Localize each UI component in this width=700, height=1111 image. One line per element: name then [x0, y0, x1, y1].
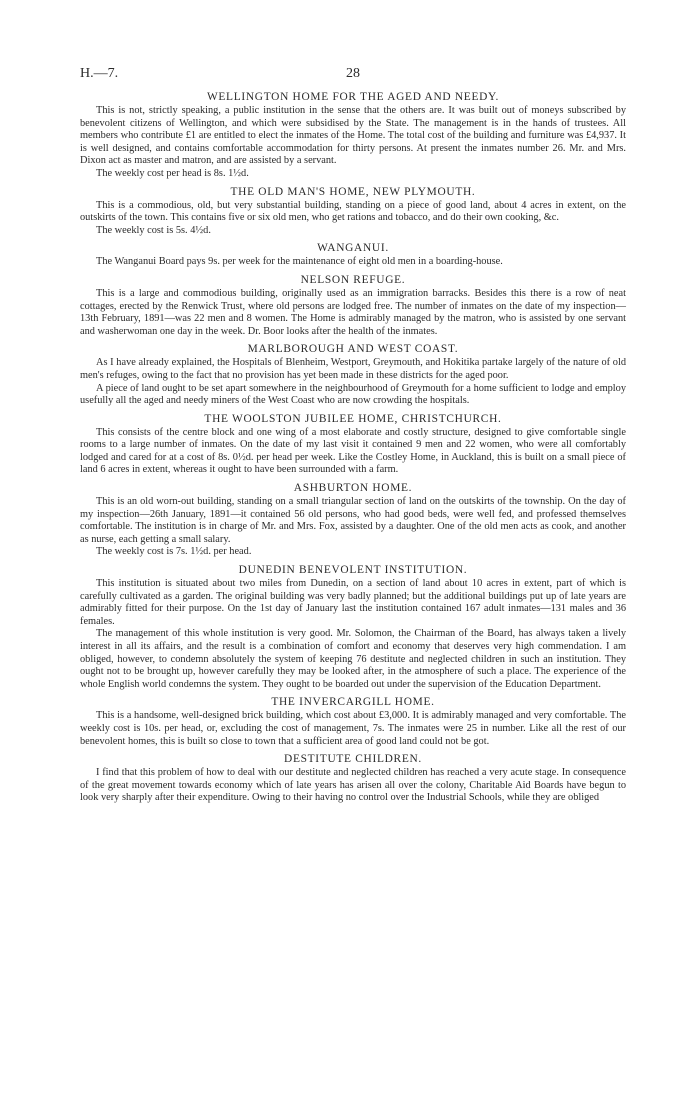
- paragraph: This is a large and commodious building, originally used as an immigration barracks. Besides this there is a row of neat cottages, erected by the Renwick Trust, where old persons are lodged free. The number of inmates on the date of my inspection—13th February, 1891—was 22 men and 8 women. The Home is admirably managed by the matron, who is assisted by one servant and washerwoman one day in the week. Dr. Boor looks after the health of the inmates.: [80, 287, 626, 337]
- paragraph: This institution is situated about two miles from Dunedin, on a section of land about 10 acres in extent, part of which is carefully cultivated as a garden. The original building was very badly planned; but the additional buildings put up of late years are admirably fitted for their purpose. On the 1st day of January last the institution contained 167 adult inmates—131 males and 36 females.: [80, 578, 626, 627]
- paragraph: This is a commodious, old, but very substantial building, standing on a piece of good land, about 4 acres in extent, on the outskirts of the town. This contains five or six old men, who get rations and tobacco, and do their own cooking, &c.: [80, 199, 626, 224]
- parliamentary-paper-reference: H.—7.: [80, 66, 119, 81]
- section-heading: ASHBURTON HOME.: [293, 482, 413, 495]
- paragraph: The weekly cost per head is 8s. 1½d.: [96, 167, 249, 179]
- section-heading: NELSON REFUGE.: [300, 273, 406, 286]
- paragraph: The weekly cost is 5s. 4½d.: [96, 224, 211, 236]
- section-heading: THE OLD MAN'S HOME, NEW PLYMOUTH.: [230, 185, 476, 198]
- section-destitute-children: [80, 753, 626, 805]
- paragraph: I find that this problem of how to deal with our destitute and neglected children has reached a very acute stage. In consequence of the great movement towards economy which of late years has arisen all over the colony, Charitable Aid Boards have begun to look very sharply after their expenditure. Owing to their having no control over the Industrial Schools, while they are obliged: [80, 767, 626, 804]
- paragraph: As I have already explained, the Hospitals of Blenheim, Westport, Greymouth, and Hokitika partake largely of the nature of old men's refuges, owing to the fact that no provision has yet been made in these districts for the aged poor.: [80, 357, 626, 381]
- document-page: [80, 62, 626, 805]
- section-heading: DUNEDIN BENEVOLENT INSTITUTION.: [238, 564, 468, 577]
- paragraph: This is an old worn-out building, standing on a small triangular section of land on the outskirts of the township. On the day of my inspection—26th January, 1891—it contained 56 old persons, who had good beds, were well fed, and professed themselves comfortable. The institution is in charge of Mr. and Mrs. Fox, assisted by a daughter. One of the old men acts as cook, and another as nurse, each getting a small salary.: [80, 496, 626, 545]
- paragraph: This consists of the centre block and one wing of a most elaborate and costly structure, designed to give comfortable single rooms to a large number of inmates. On the date of my last visit it contained 9 men and 22 women, who were all comfortably lodged and cared for at a cost of 8s. 0½d. per head per week. Like the Costley Home, in Auckland, this is built on a small piece of land 6 acres in extent, whereas it ought to have been surrounded with a farm.: [80, 426, 626, 476]
- section-heading: WANGANUI.: [317, 242, 389, 255]
- section-heading: THE INVERCARGILL HOME.: [271, 696, 435, 709]
- section-invercargill-home: [80, 696, 626, 748]
- page-header: [80, 62, 626, 86]
- paragraph: The weekly cost is 7s. 1½d. per head.: [96, 546, 252, 558]
- section-wellington-home: [80, 91, 626, 181]
- section-heading: WELLINGTON HOME FOR THE AGED AND NEEDY.: [206, 91, 500, 103]
- section-marlborough-west-coast: [80, 343, 626, 407]
- section-ashburton-home: [80, 482, 626, 559]
- paragraph: The management of this whole institution is very good. Mr. Solomon, the Chairman of the Board, has always taken a lively interest in all its affairs, and the result is a combination of comfort and economy that deserves very high commendation. I am obliged, however, to condemn absolutely the system of keeping 76 destitute and neglected children in such an institution. They ought not to be brought up, however carefully they may be looked after, in the atmosphere of such a place. The experience of the whole English world condemns the system. They ought to be boarded out under the supervision of the Education Department.: [80, 628, 626, 690]
- section-woolston-jubilee-home: [80, 413, 626, 477]
- section-heading: THE WOOLSTON JUBILEE HOME, CHRISTCHURCH.: [204, 412, 502, 425]
- section-dunedin-benevolent-institution: [80, 564, 626, 691]
- section-nelson-refuge: [80, 274, 626, 338]
- section-heading: MARLBOROUGH AND WEST COAST.: [247, 343, 459, 356]
- paragraph: The Wanganui Board pays 9s. per week for the maintenance of eight old men in a boarding-house.: [96, 256, 503, 268]
- page-number: 28: [346, 66, 360, 81]
- section-heading: DESTITUTE CHILDREN.: [284, 753, 422, 766]
- paragraph: This is a handsome, well-designed brick building, which cost about £3,000. It is admirably managed and very comfortable. The weekly cost is 10s. per head, or, excluding the cost of management, 7s. The inmates were 25 in number. Like all the rest of our benevolent homes, this is built so close to town that a sufficient area of good land could not be got.: [80, 710, 626, 747]
- section-new-plymouth-home: [80, 186, 626, 238]
- paragraph: This is not, strictly speaking, a public institution in the sense that the others are. It was built out of moneys subscribed by benevolent citizens of Wellington, and which were subsidised by the State. The management is in the hands of trustees. All members who contribute £1 are entitled to elect the inmates of the Home. The total cost of the building and furniture was £4,937. It is well designed, and contains comfortable accommodation for thirty persons. At present the inmates number 26. Mr. and Mrs. Dixon act as master and matron, and are assisted by a servant.: [80, 105, 626, 167]
- section-wanganui: [80, 242, 626, 269]
- paragraph: A piece of land ought to be set apart somewhere in the neighbourhood of Greymouth for a home sufficient to lodge and employ usefully all the aged and needy miners of the West Coast who are now crowding the hospitals.: [80, 382, 626, 407]
